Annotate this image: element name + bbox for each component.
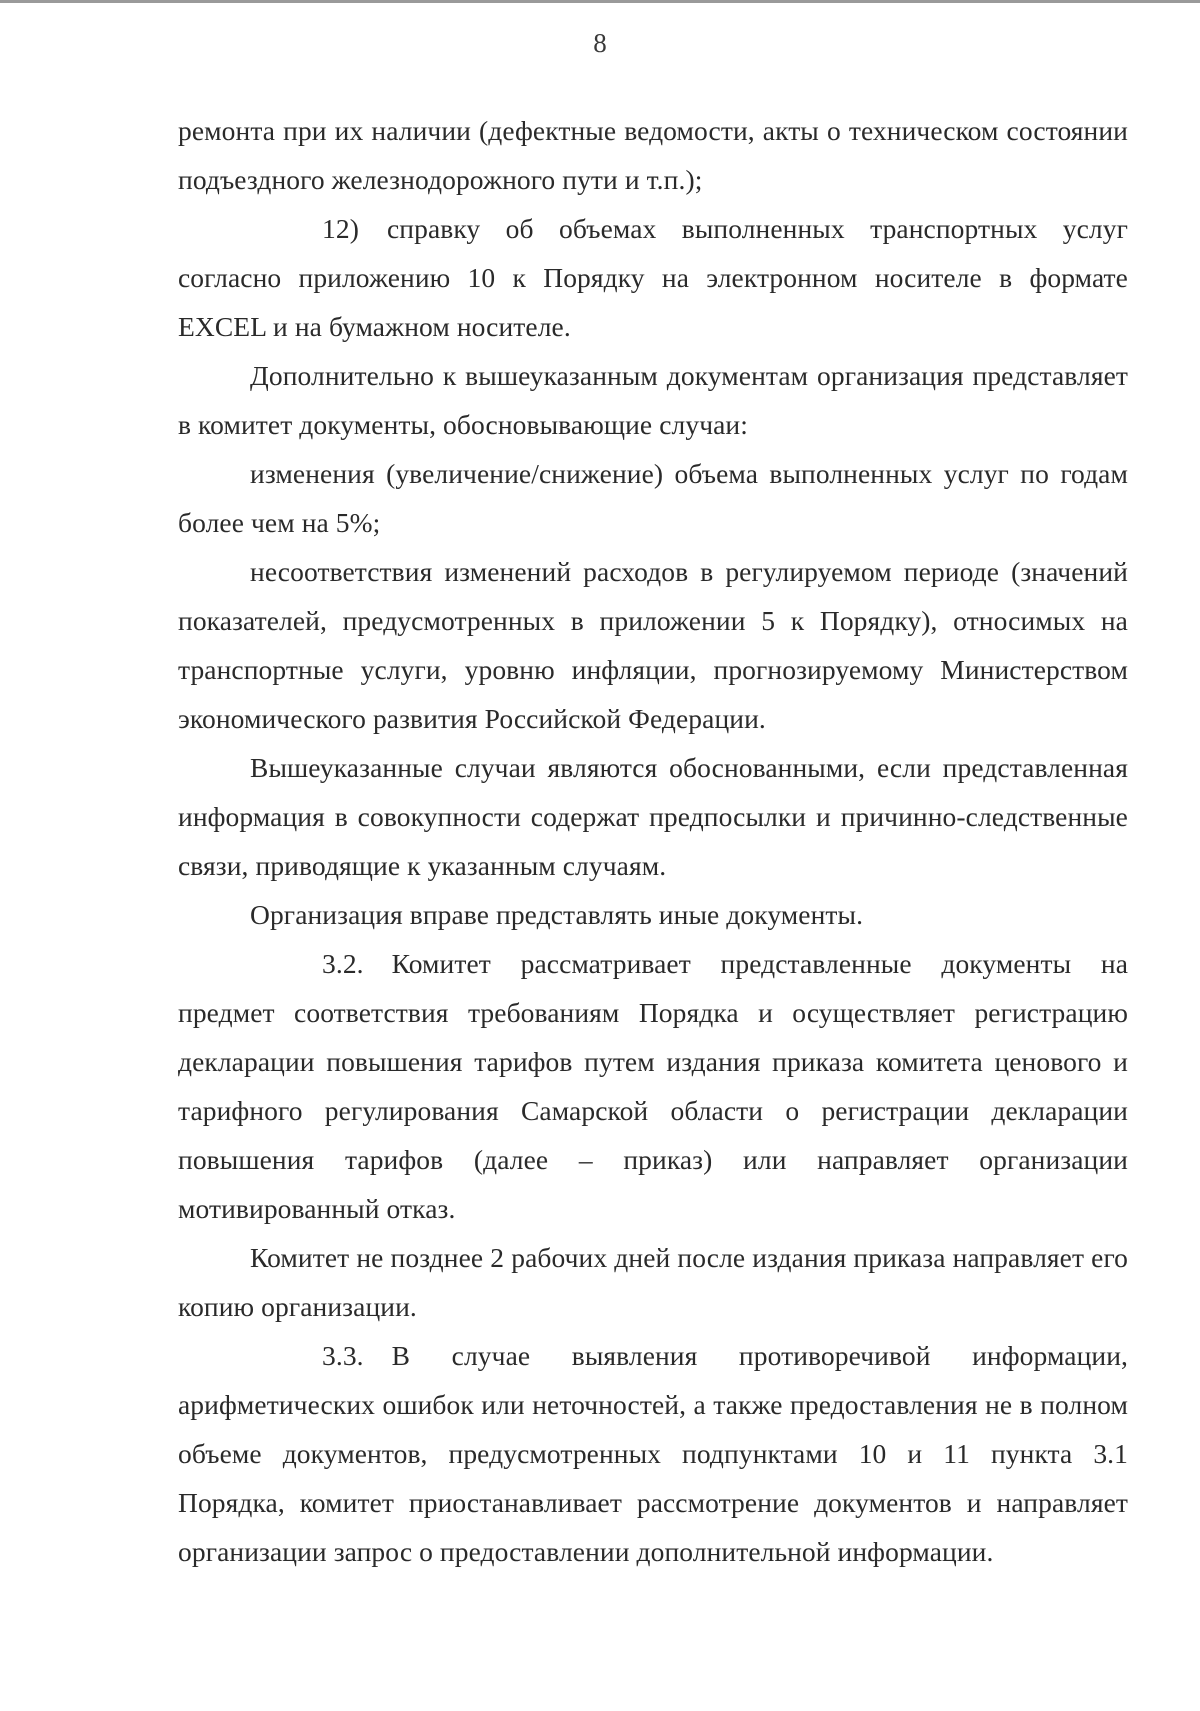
- clause-3-2-number: 3.2.: [322, 948, 364, 979]
- clause-3-2: [178, 939, 1128, 1233]
- paragraph-order-copy: Комитет не позднее 2 рабочих дней после издания приказа направляет его копию организации.: [178, 1242, 1128, 1322]
- clause-3-3: [178, 1331, 1128, 1576]
- clause-3-2-text: Комитет рассматривает представленные документы на предмет соответствия требованиям Порядка и осуществляет регистрацию декларации повышения тарифов путем издания приказа комитета ценового и тарифного регулирования Самарской области о регистрации декларации повышения тарифов (далее – приказ) или направляет организации мотивированный отказ.: [178, 948, 1128, 1224]
- paragraph-other-documents: Организация вправе представлять иные документы.: [250, 899, 864, 930]
- list-marker-12: 12): [322, 213, 359, 244]
- list-item-12-text: справку об объемах выполненных транспортных услуг согласно приложению 10 к Порядку на электронном носителе в формате EXCEL и на бумажном носителе.: [178, 213, 1128, 342]
- paragraph-additional-docs: Дополнительно к вышеуказанным документам организация представляет в комитет документы, обосновывающие случаи:: [178, 360, 1128, 440]
- paragraph-case-volume-change: изменения (увеличение/снижение) объема выполненных услуг по годам более чем на 5%;: [178, 458, 1128, 538]
- page-number: 8: [593, 28, 607, 58]
- clause-3-3-number: 3.3.: [322, 1340, 364, 1371]
- paragraph-continuation: ремонта при их наличии (дефектные ведомости, акты о техническом состоянии подъездного железнодорожного пути и т.п.);: [178, 115, 1128, 195]
- scan-top-edge: [0, 0, 1200, 3]
- paragraph-case-inflation: несоответствия изменений расходов в регулируемом периоде (значений показателей, предусмотренных в приложении 5 к Порядку), относимых на транспортные услуги, уровню инфляции, прогнозируемому Министерством экономического развития Российской Федерации.: [178, 556, 1128, 734]
- document-body: [178, 106, 1128, 1576]
- clause-3-3-text: В случае выявления противоречивой информации, арифметических ошибок или неточностей, а также предоставления не в полном объеме документов, предусмотренных подпунктами 10 и 11 пункта 3.1 Порядка, комитет приостанавливает рассмотрение документов и направляет организации запрос о предоставлении дополнительной информации.: [178, 1340, 1128, 1567]
- list-item-12: [178, 204, 1128, 351]
- paragraph-justified-cases: Вышеуказанные случаи являются обоснованными, если представленная информация в совокупности содержат предпосылки и причинно-следственные связи, приводящие к указанным случаям.: [178, 752, 1128, 881]
